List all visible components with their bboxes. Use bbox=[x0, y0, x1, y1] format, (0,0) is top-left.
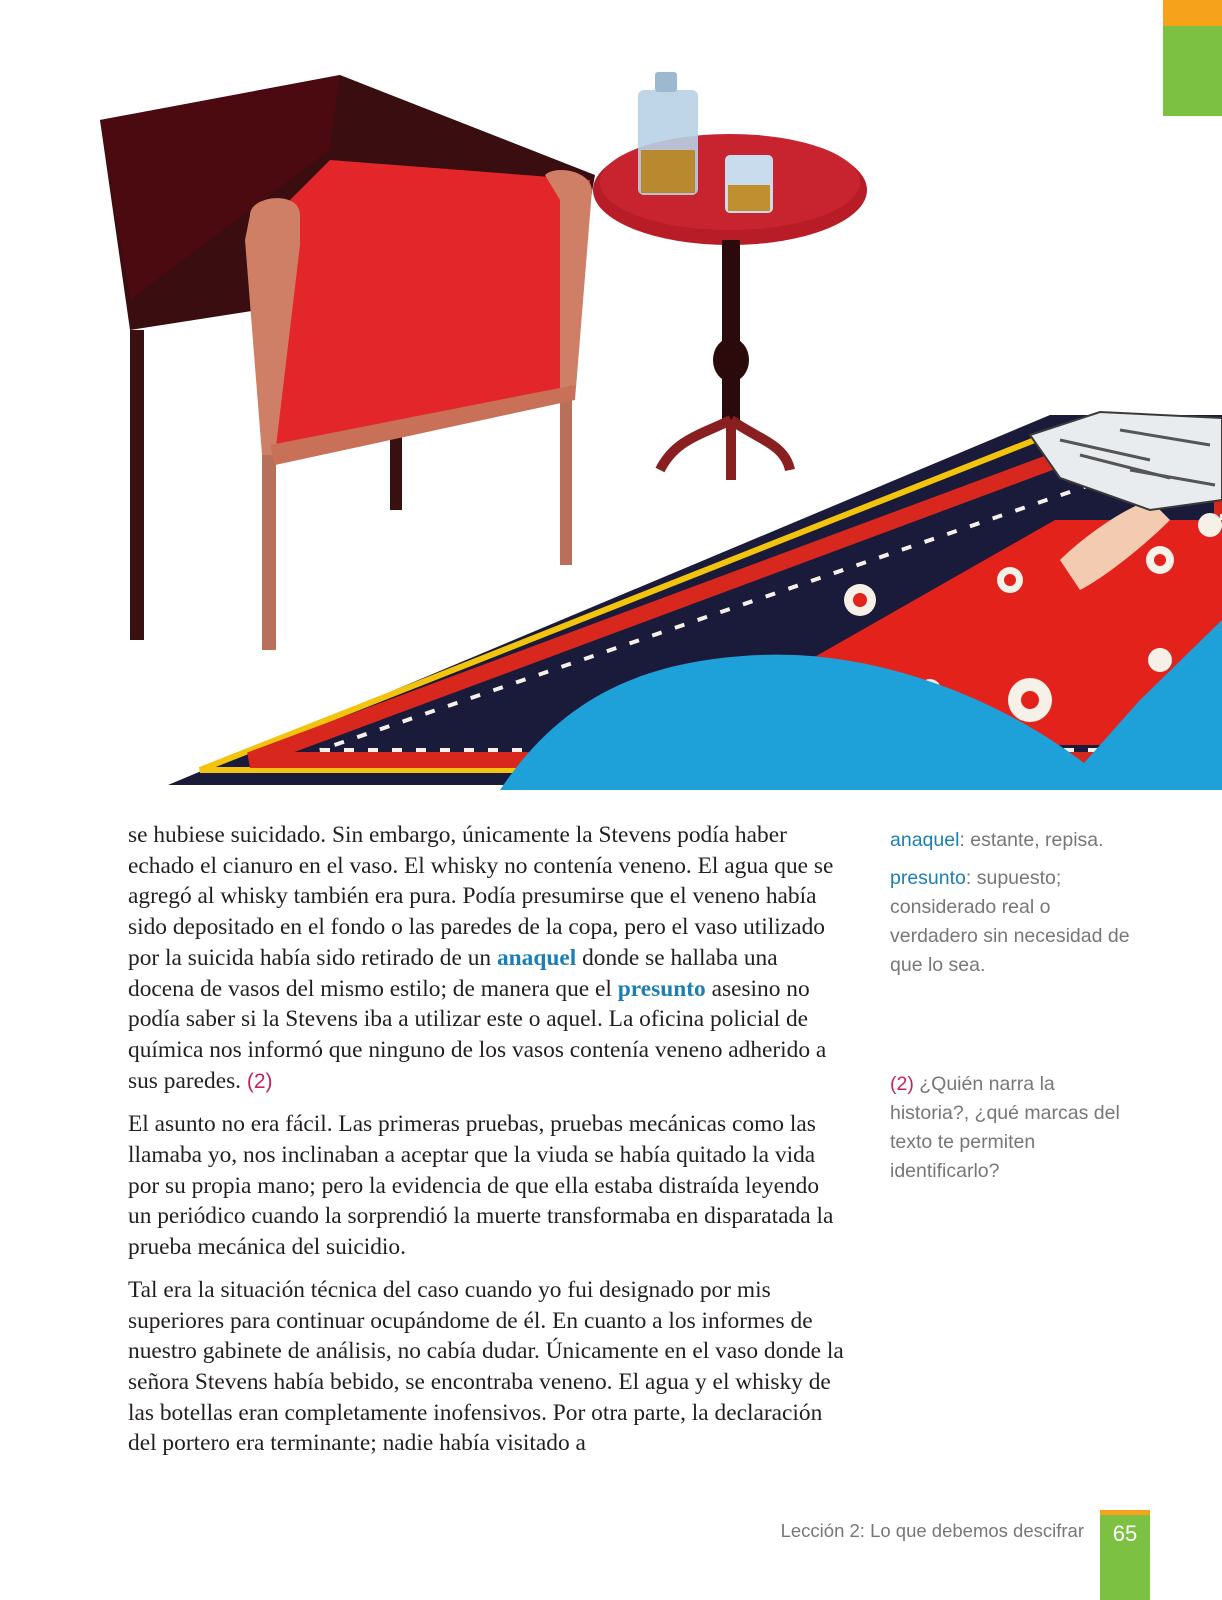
glossary-anaquel bbox=[890, 826, 1130, 855]
question-number: (2) bbox=[890, 1073, 914, 1095]
lesson-title: Lección 2: Lo que debemos descifrar bbox=[780, 1520, 1084, 1541]
glossary-term: anaquel bbox=[890, 829, 960, 851]
illustration bbox=[0, 0, 1222, 790]
note-reference: (2) bbox=[246, 1069, 273, 1093]
paragraph-1-part-1: se hubiese suicidado. Sin embargo, únicamente la Stevens podía haber echado el cianuro en el vaso. El whisky no contenía veneno. El agua que se agregó al whisky también era pura. Podía presumirse que el veneno había sido depositado en el fondo o las paredes de la copa, pero el vaso utilizado por la suicida había sido retirado de un bbox=[128, 822, 834, 971]
paragraph-1 bbox=[128, 820, 848, 1097]
margin-question bbox=[890, 1070, 1130, 1186]
glass-icon bbox=[725, 155, 773, 213]
paragraph-1-part-3: asesino no podía saber si la Stevens iba a utilizar este o aquel. La oficina policial de química nos informó que ninguno de los vasos contenía veneno adherido a sus paredes. bbox=[128, 975, 827, 1094]
glossary-definition: : estante, repisa. bbox=[959, 829, 1104, 851]
story-text bbox=[128, 820, 848, 1471]
whisky-bottle-icon bbox=[638, 72, 698, 195]
glossary-presunto bbox=[890, 864, 1130, 980]
page-number-box bbox=[1100, 1510, 1150, 1600]
armchair-icon bbox=[100, 75, 595, 650]
paragraph-3: Tal era la situación técnica del caso cuando yo fui designado por mis superiores para continuar ocupándome de él. En cuanto a los informes de nuestro gabinete de análisis, no cabía dudar. Únicamente en el vaso donde la señora Stevens había bebido, se encontraba veneno. El agua y el whisky de las botellas eran completamente inofensivos. Por otra parte, la declaración del portero era terminante; nadie había visitado a bbox=[128, 1276, 844, 1457]
keyword-presunto: presunto bbox=[617, 975, 706, 1002]
glossary-definition: : supuesto; considerado real o verdadero sin necesidad de que lo sea. bbox=[890, 867, 1130, 976]
question-text: ¿Quién narra la historia?, ¿qué marcas del texto te permiten identificarlo? bbox=[890, 1073, 1120, 1182]
glossary-term: presunto bbox=[890, 867, 966, 889]
page-number: 65 bbox=[1112, 1521, 1138, 1546]
paragraph-2: El asunto no era fácil. Las primeras pruebas, pruebas mecánicas como las llamaba yo, nos inclinaban a aceptar que la viuda se había quitado la vida por su propia mano; pero la evidencia de que ella estaba distraída leyendo un periódico cuando la sorprendió la muerte transformaba en disparatada la prueba mecánica del suicidio. bbox=[128, 1111, 834, 1261]
paragraph-1-part-2: donde se hallaba una docena de vasos del mismo estilo; de manera que el bbox=[128, 944, 778, 1002]
keyword-anaquel: anaquel bbox=[496, 944, 577, 971]
